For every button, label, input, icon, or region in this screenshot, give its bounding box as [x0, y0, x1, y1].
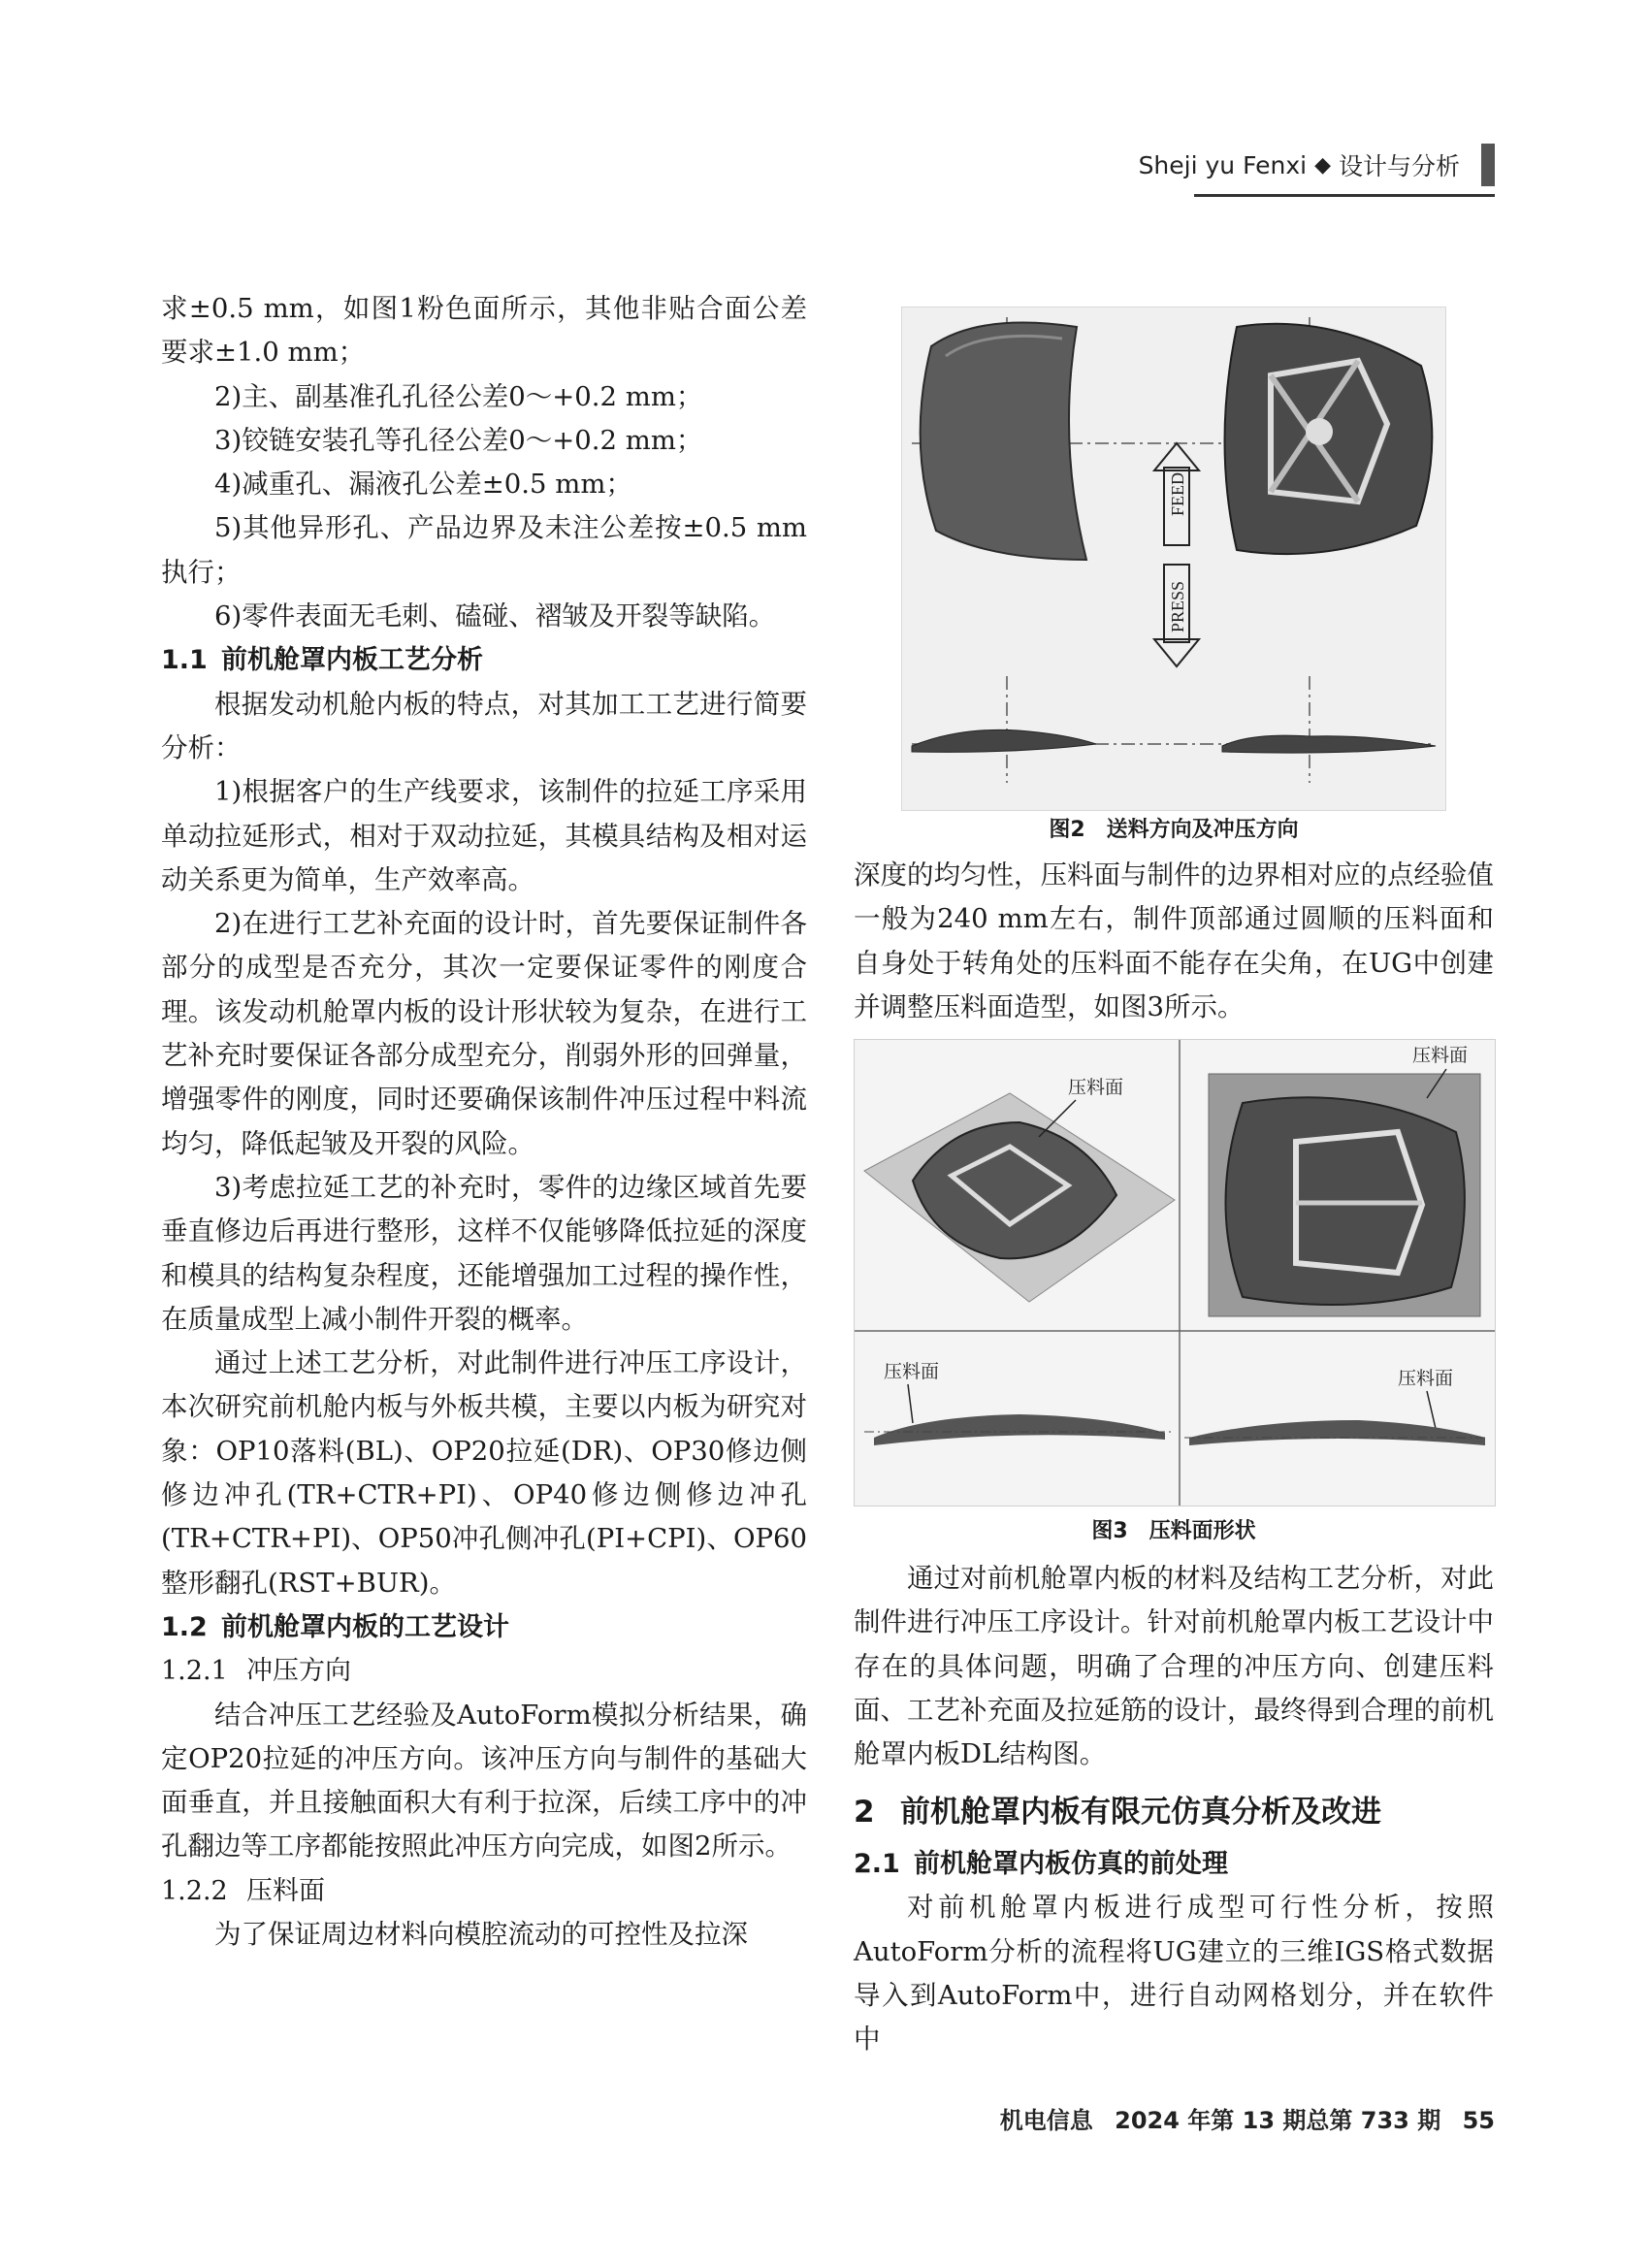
fig3-label-bl: 压料面 — [884, 1362, 940, 1383]
paragraph: 为了保证周边材料向模腔流动的可控性及拉深 — [214, 1918, 748, 1950]
section-heading — [161, 638, 807, 682]
press-label: PRESS — [1168, 580, 1187, 632]
paragraph: 通过上述工艺分析，对此制件进行冲压工序设计，本次研究前机舱内板与外板共模，主要以内板为研究对象：OP10落料(BL)、OP20拉延(DR)、OP30修边侧修边冲孔(TR+CTR+PI)、OP40修边侧修边冲孔(TR+CTR+PI)、OP50冲孔侧冲孔(PI+CPI)、OP60整形翻孔(RST+BUR)。 — [161, 1347, 807, 1599]
list-item: 5)其他异形孔、产品边界及未注公差按±0.5 mm执行； — [161, 512, 807, 588]
section-title: 前机舱罩内板仿真的前处理 — [914, 1848, 1228, 1879]
subsection-heading — [161, 1649, 807, 1693]
section-title: 前机舱罩内板工艺分析 — [221, 645, 483, 676]
paragraph: 3)考虑拉延工艺的补充时，零件的边缘区域首先要垂直修边后再进行整形，这样不仅能够降低拉延的深度和模具的结构复杂程度，还能增强加工过程的操作性，在质量成型上减小制件开裂的概率。 — [161, 1171, 807, 1335]
section-number: 1.1 — [161, 645, 208, 676]
section-title: 前机舱罩内板的工艺设计 — [221, 1611, 509, 1642]
figure-2 — [854, 307, 1494, 848]
figure-2-caption: 图2 送料方向及冲压方向 — [1049, 818, 1299, 842]
section-heading — [161, 1605, 807, 1649]
fig3-label-tl: 压料面 — [1068, 1078, 1124, 1099]
subsection-heading — [161, 1869, 807, 1913]
subsection-number: 1.2.2 — [161, 1875, 228, 1906]
journal-name: 机电信息 — [999, 2107, 1093, 2134]
figure-2-image — [901, 307, 1446, 811]
page-number: 55 — [1462, 2107, 1495, 2134]
list-item: 2)主、副基准孔孔径公差0～+0.2 mm； — [214, 380, 703, 412]
page-footer — [987, 2101, 1495, 2135]
figure-3-caption: 图3 压料面形状 — [1091, 1519, 1256, 1544]
chapter-number: 2 — [854, 1794, 875, 1830]
header-section: 设计与分析 — [1338, 152, 1460, 180]
chapter-title: 前机舱罩内板有限元仿真分析及改进 — [900, 1794, 1381, 1830]
figure-3 — [854, 1039, 1494, 1549]
paragraph: 2)在进行工艺补充面的设计时，首先要保证制件各部分的成型是否充分，其次一定要保证零件的刚度合理。该发动机舱罩内板的设计形状较为复杂，在进行工艺补充时要保证各部分成型充分，削弱外形的回弹量，增强零件的刚度，同时还要确保该制件冲压过程中料流均匀，降低起皱及开裂的风险。 — [161, 908, 807, 1159]
chapter-heading — [854, 1791, 1494, 1834]
paragraph: 结合冲压工艺经验及AutoForm模拟分析结果，确定OP20拉延的冲压方向。该冲压方向与制件的基础大面垂直，并且接触面积大有利于拉深，后续工序中的冲孔翻边等工序都能按照此冲压方向完成，如图2所示。 — [161, 1699, 807, 1863]
running-header — [1139, 144, 1495, 186]
paragraph: 根据发动机舱内板的特点，对其加工工艺进行简要分析： — [161, 688, 807, 763]
subsection-title: 冲压方向 — [246, 1656, 351, 1687]
header-bar — [1481, 144, 1495, 186]
header-pinyin: Sheji yu Fenxi — [1138, 150, 1308, 179]
subsection-title: 压料面 — [246, 1875, 325, 1906]
subsection-number: 1.2.1 — [161, 1656, 228, 1687]
fig3-label-br: 压料面 — [1398, 1369, 1454, 1390]
paragraph: 1)根据客户的生产线要求，该制件的拉延工序采用单动拉延形式，相对于双动拉延，其模具结构及相对运动关系更为简单，生产效率高。 — [161, 776, 807, 895]
list-item: 6)零件表面无毛刺、磕碰、褶皱及开裂等缺陷。 — [214, 600, 776, 632]
paragraph: 对前机舱罩内板进行成型可行性分析，按照AutoForm分析的流程将UG建立的三维IGS格式数据导入到AutoForm中，进行自动网格划分，并在软件中 — [854, 1892, 1494, 2056]
issue-info: 2024 年第 13 期总第 733 期 — [1115, 2107, 1441, 2134]
right-column — [854, 295, 1494, 2061]
section-number: 1.2 — [161, 1611, 208, 1642]
header-rule — [1194, 194, 1495, 197]
feed-label: FEED — [1168, 472, 1187, 516]
figure-3-image — [854, 1039, 1496, 1507]
section-number: 2.1 — [854, 1848, 900, 1879]
paragraph: 通过对前机舱罩内板的材料及结构工艺分析，对此制件进行冲压工序设计。针对前机舱罩内板工艺设计中存在的具体问题，明确了合理的冲压方向、创建压料面、工艺补充面及拉延筋的设计，最终得到合理的前机舱罩内板DL结构图。 — [854, 1563, 1494, 1770]
paragraph: 求±0.5 mm，如图1粉色面所示，其他非贴合面公差要求±1.0 mm； — [161, 293, 807, 369]
section-heading — [854, 1842, 1494, 1886]
paragraph: 深度的均匀性，压料面与制件的边界相对应的点经验值一般为240 mm左右，制件顶部通过圆顺的压料面和自身处于转角处的压料面不能存在尖角，在UG中创建并调整压料面造型，如图3所示。 — [854, 859, 1494, 1022]
diamond-icon: ◆ — [1314, 152, 1331, 178]
fig3-label-tr: 压料面 — [1412, 1046, 1469, 1067]
left-column — [161, 287, 807, 1957]
list-item: 4)减重孔、漏液孔公差±0.5 mm； — [214, 469, 632, 501]
list-item: 3)铰链安装孔等孔径公差0～+0.2 mm； — [214, 424, 703, 456]
